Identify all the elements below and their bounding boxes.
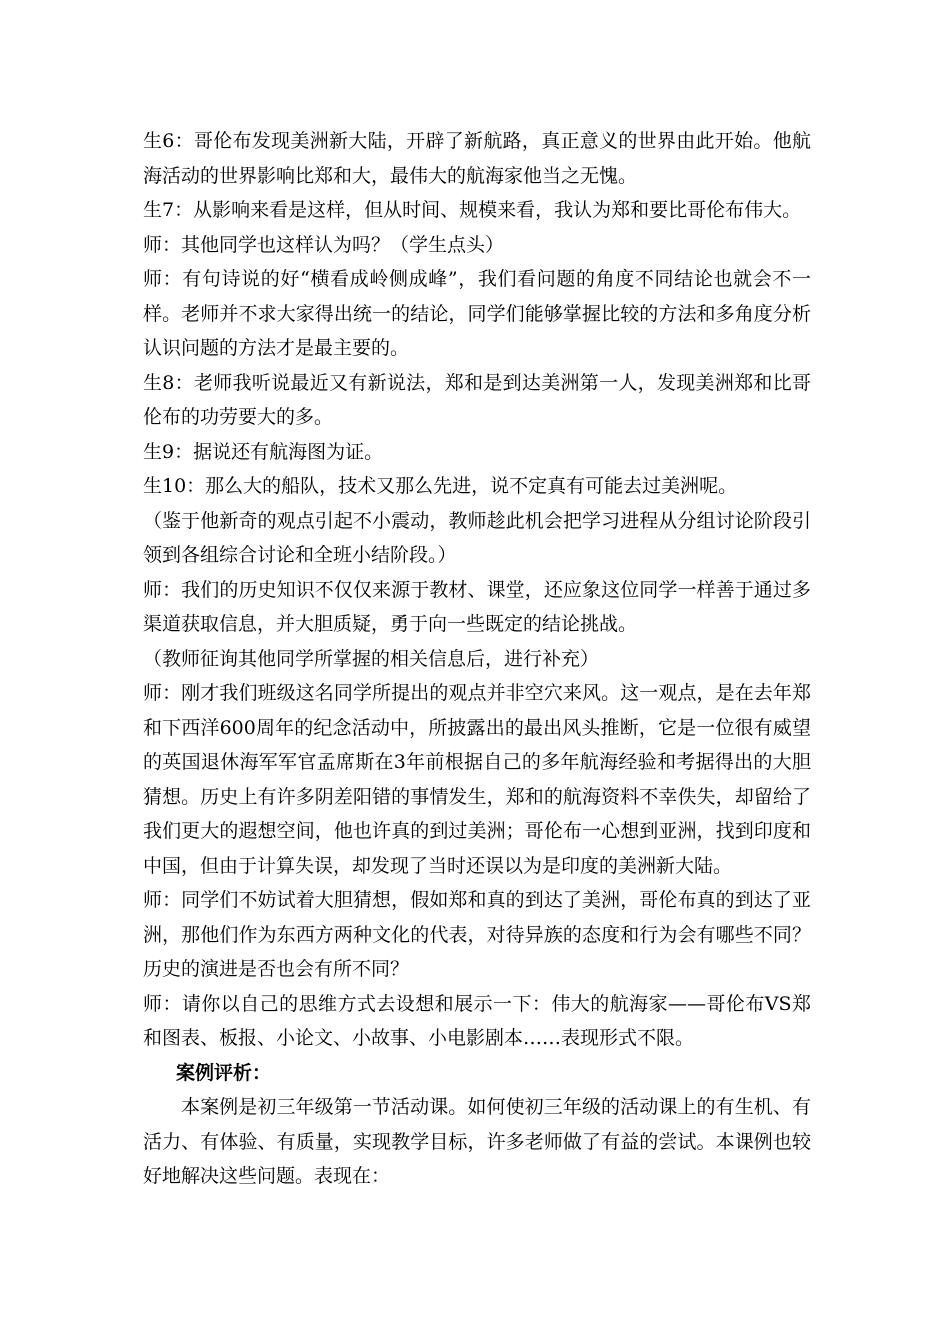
dialogue-student-8: 生8：老师我听说最近又有新说法，郑和是到达美洲第一人，发现美洲郑和比哥伦布的功劳要大的多。 <box>143 371 811 428</box>
section-heading: 案例评析： <box>176 1061 272 1084</box>
stage-note-2: （教师征询其他同学所掌握的相关信息后，进行补充） <box>143 647 600 670</box>
dialogue-teacher-1: 师：其他同学也这样认为吗？（学生点头） <box>143 233 505 256</box>
dialogue-student-9: 生9：据说还有航海图为证。 <box>143 440 384 463</box>
dialogue-teacher-5: 师：同学们不妨试着大胆猜想，假如郑和真的到达了美洲，哥伦布真的到达了亚洲，那他们作为东西方两种文化的代表，对待异族的态度和行为会有哪些不同？历史的演进是否也会有所不同？ <box>143 889 811 980</box>
dialogue-student-7: 生7：从影响来看是这样，但从时间、规模来看，我认为郑和要比哥伦布伟大。 <box>143 199 802 221</box>
document-page <box>143 124 811 1194</box>
dialogue-teacher-6: 师：请你以自己的思维方式去设想和展示一下：伟大的航海家——哥伦布VS郑和图表、板报、小论文、小故事、小电影剧本……表现形式不限。 <box>143 992 811 1049</box>
dialogue-teacher-3: 师：我们的历史知识不仅仅来源于教材、课堂，还应象这位同学一样善于通过多渠道获取信息，并大胆质疑，勇于向一些既定的结论挑战。 <box>143 578 811 635</box>
dialogue-teacher-4: 师：刚才我们班级这名同学所提出的观点并非空穴来风。这一观点，是在去年郑和下西洋600周年的纪念活动中，所披露出的最出风头推断，它是一位很有威望的英国退休海军军官孟席斯在3年前根据自己的多年航海经验和考据得出的大胆猜想。历史上有许多阴差阳错的事情发生，郑和的航海资料不幸佚失，却留给了我们更大的遐想空间，他也许真的到过美洲；哥伦布一心想到亚洲，找到印度和中国，但由于计算失误，却发现了当时还误以为是印度的美洲新大陆。 <box>143 682 811 877</box>
dialogue-student-10: 生10：那么大的船队，技术又那么先进，说不定真有可能去过美洲呢。 <box>143 475 738 497</box>
stage-note-1: （鉴于他新奇的观点引起不小震动，教师趁此机会把学习进程从分组讨论阶段引领到各组综合讨论和全班小结阶段。） <box>143 509 811 566</box>
dialogue-teacher-2: 师：有句诗说的好“横看成岭侧成峰”，我们看问题的角度不同结论也就会不一样。老师并不求大家得出统一的结论，同学们能够掌握比较的方法和多角度分析认识问题的方法才是最主要的。 <box>143 268 811 359</box>
dialogue-student-6: 生6：哥伦布发现美洲新大陆，开辟了新航路，真正意义的世界由此开始。他航海活动的世界影响比郑和大，最伟大的航海家他当之无愧。 <box>143 130 811 187</box>
section-body: 本案例是初三年级第一节活动课。如何使初三年级的活动课上的有生机、有活力、有体验、有质量，实现教学目标，许多老师做了有益的尝试。本课例也较好地解决这些问题。表现在： <box>143 1096 811 1187</box>
